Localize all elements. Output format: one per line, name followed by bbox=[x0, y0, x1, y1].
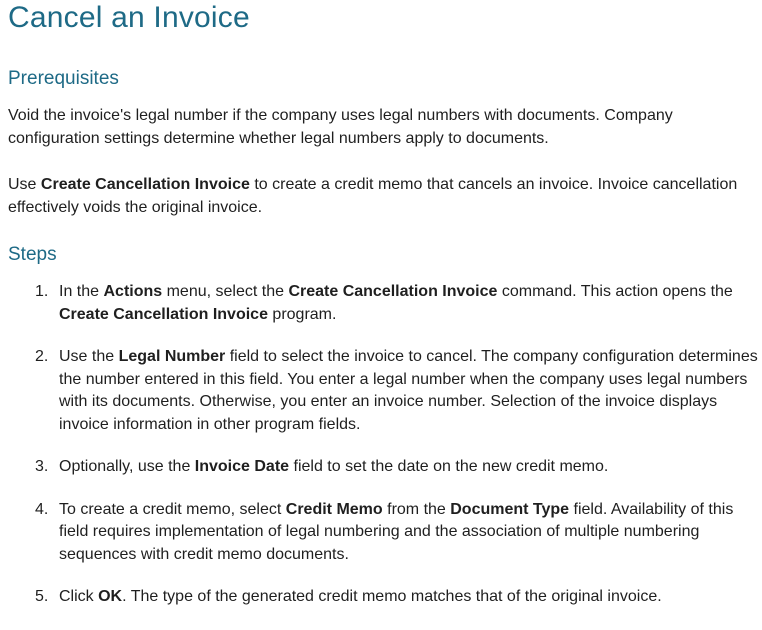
step-item bbox=[8, 346, 758, 436]
step-number: 1. bbox=[35, 283, 49, 300]
prerequisites-paragraph-2 bbox=[8, 173, 750, 219]
steps-heading: Steps bbox=[8, 244, 57, 265]
step-text: field to select the invoice to cancel. The company configuration determines the number entered in this field. You enter a legal number when the company uses legal numbers with its documents. Otherwise, you enter an invoice number. Selection of the invoice displays invoice information in other program fields. bbox=[59, 348, 758, 433]
step-text: menu, select the bbox=[162, 283, 289, 300]
step-text: . The type of the generated credit memo matches that of the original invoice. bbox=[122, 588, 662, 605]
prerequisites-p1-text: Void the invoice's legal number if the company uses legal numbers with documents. Company configuration settings determine whether legal numbers apply to documents. bbox=[8, 107, 673, 147]
step-bold-text: Actions bbox=[103, 283, 163, 300]
prerequisites-paragraph-1 bbox=[8, 104, 750, 150]
step-number: 4. bbox=[35, 500, 49, 518]
step-bold-text: Legal Number bbox=[118, 348, 226, 365]
step-item bbox=[8, 586, 758, 609]
step-bold-text: Credit Memo bbox=[285, 500, 383, 518]
p2-program-name: Create Cancellation Invoice bbox=[40, 176, 250, 193]
step-number: 2. bbox=[35, 348, 49, 365]
step-item bbox=[8, 456, 758, 479]
step-number: 5. bbox=[35, 588, 49, 605]
p2-text-post: to create a credit memo that cancels an invoice. Invoice cancellation effectively voids the original invoice. bbox=[8, 176, 738, 216]
step-bold-text: Invoice Date bbox=[194, 458, 290, 475]
step-bold-text: OK bbox=[98, 588, 123, 605]
step-bold-text: Document Type bbox=[450, 500, 570, 518]
step-text: In the bbox=[59, 283, 104, 300]
step-text: To create a credit memo, select bbox=[59, 500, 286, 518]
step-number: 3. bbox=[35, 458, 49, 475]
step-text: Use the bbox=[59, 348, 119, 365]
prerequisites-heading: Prerequisites bbox=[8, 68, 119, 89]
step-text: Optionally, use the bbox=[59, 458, 195, 475]
step-bold-text: Create Cancellation Invoice bbox=[59, 305, 268, 323]
step-text: from the bbox=[382, 500, 451, 518]
step-text: program. bbox=[267, 305, 337, 323]
p2-text-pre: Use bbox=[8, 176, 41, 193]
step-text: field. Availability of this field requires implementation of legal numbering and the association of multiple numbering sequences with credit memo documents. bbox=[59, 500, 734, 563]
step-text: field to set the date on the new credit memo. bbox=[289, 458, 609, 475]
step-item bbox=[8, 281, 758, 326]
steps-list bbox=[8, 281, 758, 629]
step-bold-text: Create Cancellation Invoice bbox=[288, 283, 498, 300]
page-title: Cancel an Invoice bbox=[8, 1, 250, 34]
step-text: Click bbox=[59, 588, 99, 605]
step-item bbox=[8, 499, 758, 567]
step-text: command. This action opens the bbox=[497, 283, 733, 300]
